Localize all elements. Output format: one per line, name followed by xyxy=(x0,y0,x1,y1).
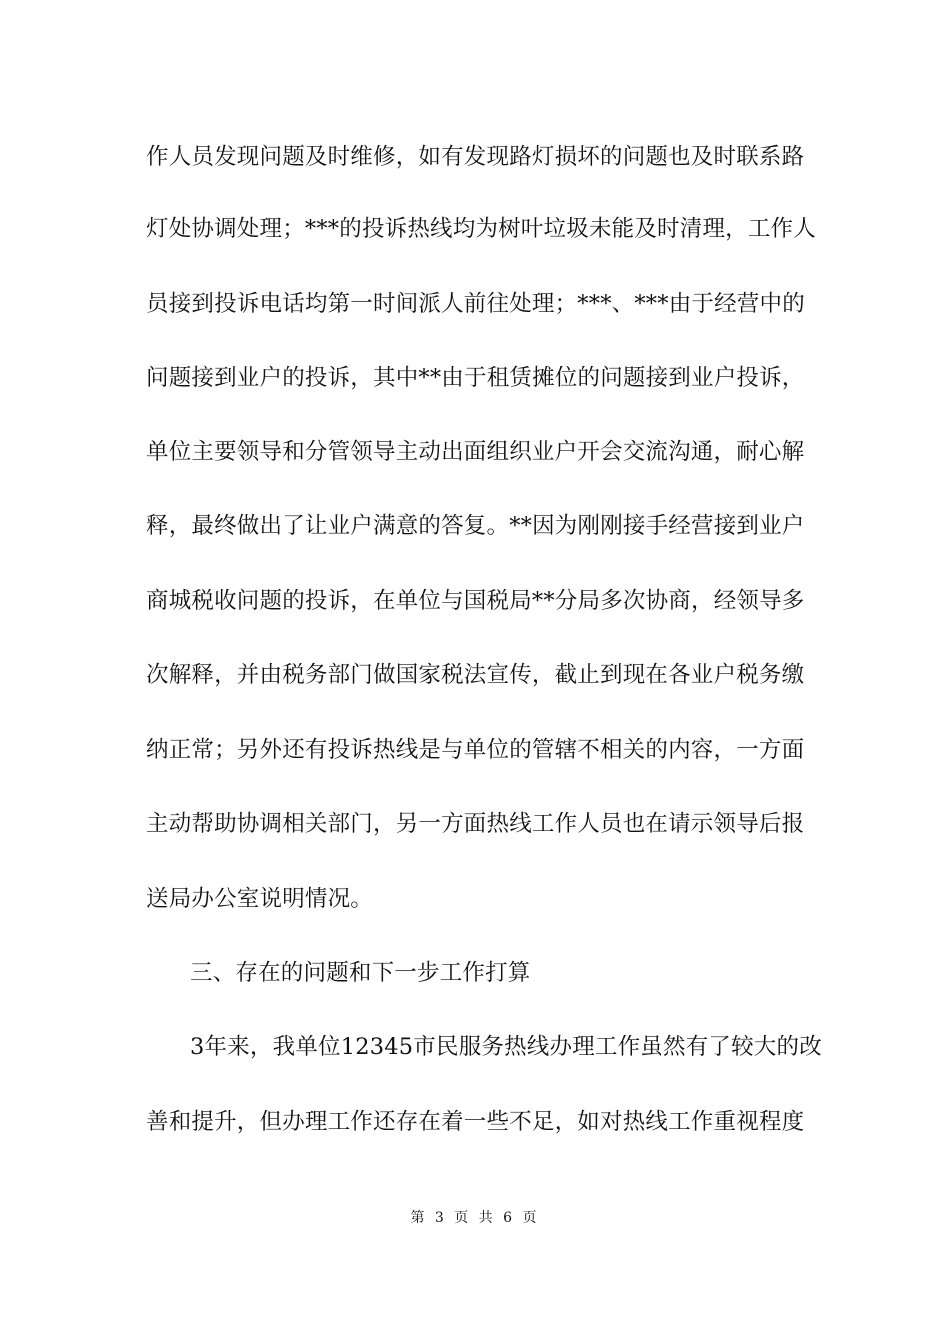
paragraph-line: 纳正常；另外还有投诉热线是与单位的管辖不相关的内容，一方面 xyxy=(146,737,805,763)
paragraph-line: 员接到投诉电话均第一时间派人前往处理；***、***由于经营中的 xyxy=(146,291,805,317)
paragraph-line: 灯处协调处理；***的投诉热线均为树叶垃圾未能及时清理，工作人 xyxy=(146,216,816,242)
page-number: 第 3 页 共 6 页 xyxy=(410,1210,540,1226)
paragraph-line: 释，最终做出了让业户满意的答复。**因为刚刚接手经营接到业户 xyxy=(146,513,805,539)
paragraph-line: 问题接到业户的投诉，其中**由于租赁摊位的问题接到业户投诉， xyxy=(146,365,805,391)
paragraph-line: 商城税收问题的投诉，在单位与国税局**分局多次协商，经领导多 xyxy=(146,588,805,614)
paragraph-line: 送局办公室说明情况。 xyxy=(146,886,374,912)
section-heading: 三、存在的问题和下一步工作打算 xyxy=(190,960,531,986)
paragraph-line: 主动帮助协调相关部门，另一方面热线工作人员也在请示领导后报 xyxy=(146,811,805,837)
paragraph-line: 3年来，我单位12345市民服务热线办理工作虽然有了较大的改 xyxy=(190,1034,822,1060)
paragraph-line: 单位主要领导和分管领导主动出面组织业户开会交流沟通，耐心解 xyxy=(146,439,805,465)
paragraph-line: 次解释，并由税务部门做国家税法宣传，截止到现在各业户税务缴 xyxy=(146,662,805,688)
paragraph-line: 善和提升，但办理工作还存在着一些不足，如对热线工作重视程度 xyxy=(146,1109,805,1135)
paragraph-line: 作人员发现问题及时维修，如有发现路灯损坏的问题也及时联系路 xyxy=(146,144,805,170)
